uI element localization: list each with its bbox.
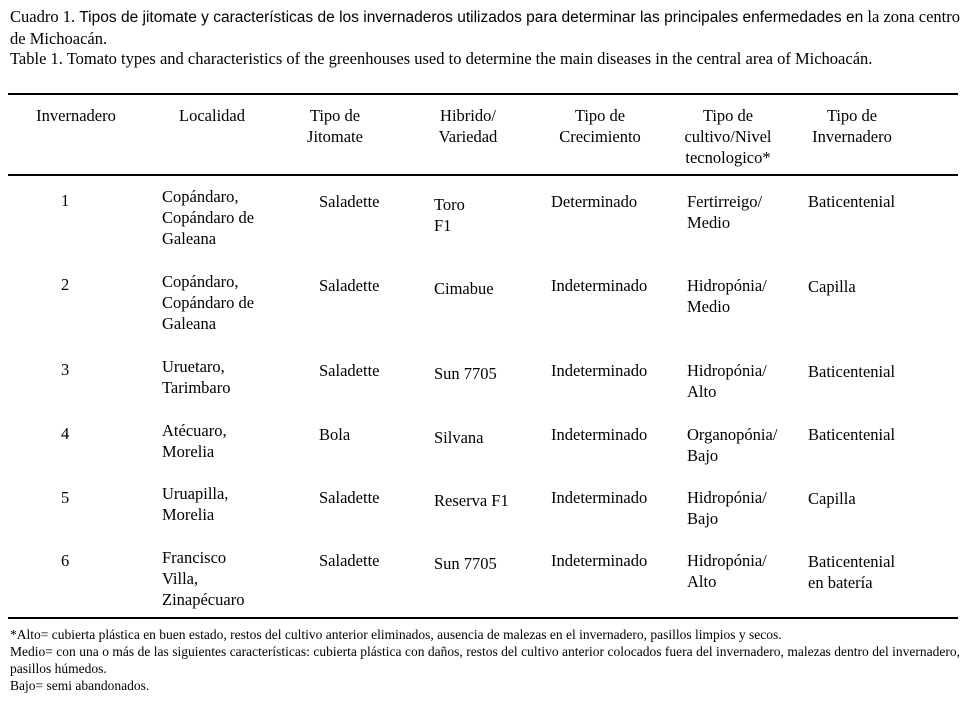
table-cell-invernadero-tipo: Baticentenial bbox=[808, 362, 896, 381]
table-cell-localidad: Atécuaro, Morelia bbox=[162, 421, 227, 461]
table-cell-hibrido: Sun 7705 bbox=[434, 554, 497, 573]
table-cell-localidad: Copándaro, Copándaro de Galeana bbox=[162, 187, 255, 248]
table-cell-invernadero: 5 bbox=[61, 488, 70, 507]
table-top-rule bbox=[8, 93, 958, 95]
table-cell-localidad: Uruetaro, Tarimbaro bbox=[162, 357, 231, 397]
table-cell-hibrido: Silvana bbox=[434, 428, 484, 447]
footnote-alto: *Alto= cubierta plástica en buen estado, restos del cultivo anterior eliminados, ausencia de malezas en el invernadero, pasillos limpios y secos. bbox=[10, 627, 782, 642]
table-cell-crecimiento: Indeterminado bbox=[551, 361, 648, 380]
table-cell-invernadero-tipo: Capilla bbox=[808, 277, 856, 296]
header-hibrido-variedad: Hibrido/ Variedad bbox=[438, 106, 498, 146]
table-cell-cultivo: Hidropónia/ Bajo bbox=[687, 488, 767, 528]
table-cell-invernadero-tipo: Baticentenial bbox=[808, 192, 896, 211]
table-cell-tipo-jitomate: Saladette bbox=[319, 361, 380, 380]
table-cell-hibrido: Cimabue bbox=[434, 279, 494, 298]
table-cell-invernadero: 6 bbox=[61, 551, 70, 570]
table-cell-tipo-jitomate: Saladette bbox=[319, 488, 380, 507]
header-tipo-jitomate: Tipo de Jitomate bbox=[307, 106, 363, 146]
table-cell-invernadero: 1 bbox=[61, 191, 70, 210]
table-cell-localidad: Francisco Villa, Zinapécuaro bbox=[162, 548, 245, 609]
caption-spanish-tail: la zona centro de Michoacán. bbox=[10, 7, 961, 48]
table-cell-crecimiento: Indeterminado bbox=[551, 488, 648, 507]
table-cell-invernadero: 2 bbox=[61, 275, 70, 294]
table-cell-crecimiento: Indeterminado bbox=[551, 551, 648, 570]
table-cell-localidad: Copándaro, Copándaro de Galeana bbox=[162, 272, 255, 333]
table-cell-crecimiento: Determinado bbox=[551, 192, 638, 211]
table-cell-tipo-jitomate: Saladette bbox=[319, 192, 380, 211]
header-invernadero: Invernadero bbox=[36, 106, 116, 125]
table-header-rule bbox=[8, 174, 958, 176]
caption-spanish-text: Tipos de jitomate y características de los invernaderos utilizados para determinar las principales enfermedades en bbox=[79, 9, 864, 26]
table-cell-invernadero: 4 bbox=[61, 424, 70, 443]
footnote-bajo: Bajo= semi abandonados. bbox=[10, 678, 150, 693]
table-cell-invernadero-tipo: Baticentenial en batería bbox=[808, 552, 896, 592]
table-cell-cultivo: Fertirreigo/ Medio bbox=[687, 192, 763, 232]
table-cell-crecimiento: Indeterminado bbox=[551, 425, 648, 444]
table-cell-cultivo: Organopónia/ Bajo bbox=[687, 425, 778, 465]
header-tipo-invernadero: Tipo de Invernadero bbox=[812, 106, 892, 146]
header-tipo-crecimiento: Tipo de Crecimiento bbox=[559, 106, 641, 146]
table-cell-tipo-jitomate: Saladette bbox=[319, 276, 380, 295]
caption-spanish bbox=[10, 6, 960, 49]
table-cell-localidad: Uruapilla, Morelia bbox=[162, 484, 229, 524]
table-cell-invernadero: 3 bbox=[61, 360, 70, 379]
footnotes bbox=[10, 626, 960, 694]
table-cell-invernadero-tipo: Capilla bbox=[808, 489, 856, 508]
table-cell-hibrido: Sun 7705 bbox=[434, 364, 497, 383]
header-localidad: Localidad bbox=[179, 106, 245, 125]
table-bottom-rule bbox=[8, 617, 958, 619]
table-cell-hibrido: Toro F1 bbox=[434, 195, 465, 235]
table-cell-tipo-jitomate: Bola bbox=[319, 425, 351, 444]
header-tipo-cultivo: Tipo de cultivo/Nivel tecnologico* bbox=[684, 106, 772, 167]
footnote-medio: Medio= con una o más de las siguientes características: cubierta plástica con daños, restos del cultivo anterior colocados fuera del invernadero, malezas dentro del invernadero, pasillos húmedos. bbox=[10, 644, 960, 676]
table-cell-tipo-jitomate: Saladette bbox=[319, 551, 380, 570]
caption-english: Table 1. Tomato types and characteristics of the greenhouses used to determine the main diseases in the central area of Michoacán. bbox=[10, 49, 873, 68]
table-cell-invernadero-tipo: Baticentenial bbox=[808, 425, 896, 444]
table-cell-crecimiento: Indeterminado bbox=[551, 276, 648, 295]
table-cell-cultivo: Hidropónia/ Alto bbox=[687, 361, 767, 401]
table-cell-hibrido: Reserva F1 bbox=[434, 491, 509, 510]
caption-spanish-label: Cuadro 1. bbox=[10, 7, 80, 26]
table-cell-cultivo: Hidropónia/ Alto bbox=[687, 551, 767, 591]
table-cell-cultivo: Hidropónia/ Medio bbox=[687, 276, 767, 316]
